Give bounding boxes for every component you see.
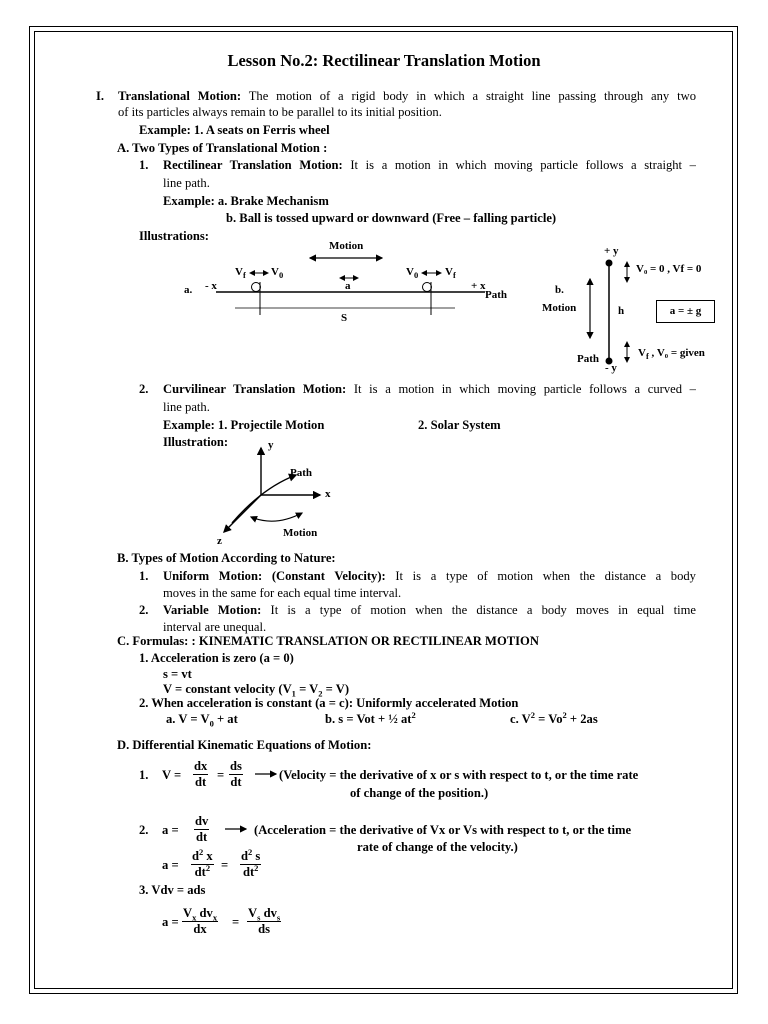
- eq3: 3. Vdv = ads: [139, 883, 206, 897]
- formula-a-sub: 0: [209, 718, 214, 729]
- section-c-cv-c: = V): [322, 682, 350, 696]
- formula-b-sup: 2: [411, 709, 416, 720]
- eq2-frac-den: dt: [196, 830, 208, 844]
- section-a-item2-line1: [163, 381, 696, 397]
- formula-a-main: a. V = V: [166, 712, 210, 726]
- formula-c-sup1: 2: [530, 709, 536, 720]
- eq1-num: 1.: [139, 768, 149, 782]
- diagram-b-h-label: h: [618, 305, 625, 317]
- section-a-item1-heading: Rectilinear Translation Motion:: [163, 158, 343, 172]
- section-a-item1-text: It is a motion in which moving particle follows a straight –: [342, 158, 696, 172]
- section-i-text: The motion of a rigid body in which a straight line passing through any two: [241, 89, 696, 103]
- eq3b-frac2-num: $V_s$ $dv_s$: [248, 906, 281, 923]
- diagram-b-bottom-condition: [638, 347, 705, 362]
- eq2-lhs: a =: [162, 823, 179, 837]
- eq2b-lhs: a =: [162, 858, 179, 872]
- diagram-a-vf-right-sub: f: [452, 270, 456, 281]
- formula-c-sup2: 2: [562, 709, 567, 720]
- section-a-example-b: b. Ball is tossed upward or downward (Free – falling particle): [226, 211, 557, 225]
- diagram-a-letter: a.: [184, 284, 193, 296]
- section-b-item1-num: 1.: [139, 569, 149, 583]
- eq1-desc1: (Velocity = the derivative of x or s with respect to t, or the time rate: [279, 768, 639, 782]
- diagram-a-vf-left-sub: f: [242, 270, 246, 281]
- diagram-b-pos-y: + y: [604, 245, 619, 257]
- eq1-frac-ds-dt: [229, 759, 243, 790]
- diagram-a-path-label: Path: [485, 289, 507, 301]
- diagram-c-y-axis: y: [268, 439, 274, 451]
- section-b-item2-text: It is a type of motion when the distance a body moves in equal time: [261, 603, 696, 617]
- eq2b-frac2-num: $d^2$ s: [241, 846, 261, 863]
- diagram-a-v0-right: [406, 266, 419, 281]
- section-a-illustrations-label: Illustrations:: [139, 229, 209, 243]
- diagram-c-x-axis: x: [325, 488, 331, 500]
- eq2b-frac2-den: $dt^2$: [242, 862, 259, 879]
- section-a-heading: A. Two Types of Translational Motion :: [117, 141, 328, 155]
- diagram-a-v0-left-v: V: [271, 266, 279, 278]
- eq1-frac2-num: ds: [230, 759, 242, 773]
- section-b-item1-line2: moves in the same for each equal time interval.: [163, 586, 402, 600]
- formula-b-main: b. s = Vot + ½ at: [325, 712, 412, 726]
- formula-c-mid: = Vo: [535, 712, 563, 726]
- section-a-item2-text: It is a motion in which moving particle follows a curved –: [346, 382, 696, 396]
- section-i-example: Example: 1. A seats on Ferris wheel: [139, 123, 330, 137]
- diagram-b-motion-label: Motion: [542, 302, 577, 314]
- section-c-formula-b: [325, 711, 416, 727]
- eq3b-frac1-num: $V_x$ $dv_x$: [183, 906, 218, 923]
- diagram-b-path-label: Path: [577, 353, 599, 365]
- eq3b-lhs: a =: [162, 915, 179, 929]
- eq2-frac-dv-dt: [194, 814, 209, 845]
- section-a-item2-line2: line path.: [163, 400, 210, 414]
- eq3b-frac1-den: dx: [193, 922, 207, 936]
- diagram-b-bottom-sub: f: [645, 351, 649, 362]
- section-b-item1-line1: [163, 568, 696, 584]
- diagram-b-letter: b.: [555, 284, 564, 296]
- diagram-a-accel-label: a: [345, 280, 351, 292]
- section-a-item2-heading: Curvilinear Translation Motion:: [163, 382, 347, 396]
- section-c-cv-sub2: 2: [318, 688, 323, 699]
- section-i-numeral: I.: [96, 89, 105, 103]
- eq2b-equals: =: [221, 858, 229, 872]
- diagram-c-path-label: Path: [290, 467, 312, 479]
- eq2b-frac1-num: $d^2$ x: [192, 846, 213, 863]
- diagram-a-vf-right-v: V: [445, 266, 453, 278]
- diagram-b-top-condition: V₀ = 0 , Vf = 0: [636, 263, 702, 275]
- diagram-a-v0-left: [271, 266, 284, 281]
- section-c-s-vt: s = vt: [163, 667, 192, 681]
- diagram-c-z-axis: z: [217, 535, 222, 547]
- section-c-formula-c: [510, 711, 598, 727]
- section-c-item1: 1. Acceleration is zero (a = 0): [139, 651, 294, 665]
- eq2b-frac1-den: $dt^2$: [194, 862, 211, 879]
- section-d-heading: D. Differential Kinematic Equations of Motion:: [117, 738, 372, 752]
- eq1-desc2: of change of the position.): [350, 786, 489, 800]
- formula-c-end: + 2as: [566, 712, 598, 726]
- diagram-c-motion-label: Motion: [283, 527, 318, 539]
- eq1-frac-dx-dt: [193, 759, 208, 790]
- section-b-item1-heading: Uniform Motion: (Constant Velocity):: [163, 569, 386, 583]
- diagram-b-neg-y: - y: [605, 362, 617, 374]
- section-b-item2-heading: Variable Motion:: [163, 603, 262, 617]
- section-c-cv-b: = V: [295, 682, 319, 696]
- formula-c-main: c. V: [510, 712, 531, 726]
- section-b-item1-text: It is a type of motion when the distance a body: [385, 569, 696, 583]
- section-a-item1-num: 1.: [139, 158, 149, 172]
- section-a-item1-line2: line path.: [163, 176, 210, 190]
- section-c-item2: 2. When acceleration is constant (a = c): Uniformly accelerated Motion: [139, 696, 519, 710]
- diagram-a-vf-left-v: V: [235, 266, 243, 278]
- page-title: Lesson No.2: Rectilinear Translation Motion: [227, 51, 541, 70]
- section-b-item2-num: 2.: [139, 603, 149, 617]
- section-a-example-a: Example: a. Brake Mechanism: [163, 194, 329, 208]
- eq1-frac1-num: dx: [194, 759, 208, 773]
- formula-a-end: + at: [213, 712, 238, 726]
- diagram-a-neg-x: - x: [205, 280, 217, 292]
- diagram-a-vf-left: [235, 266, 246, 281]
- eq3b-frac-vx: [182, 906, 218, 937]
- section-b-heading: B. Types of Motion According to Nature:: [117, 551, 336, 565]
- section-b-item2-line2: interval are unequal.: [163, 620, 267, 634]
- section-a-item2-num: 2.: [139, 382, 149, 396]
- section-a-example2-1: Example: 1. Projectile Motion: [163, 418, 325, 432]
- eq2-frac-num: dv: [195, 814, 209, 828]
- diagram-a-vf-right: [445, 266, 456, 281]
- section-c-cv-a: V = constant velocity (V: [163, 682, 292, 696]
- diagram-a-motion-label: Motion: [329, 240, 364, 252]
- section-c-formula-a: [166, 711, 238, 727]
- eq3b-frac2-den: ds: [258, 922, 271, 936]
- section-i-heading: Translational Motion:: [118, 89, 242, 103]
- diagram-a-v0-right-v: V: [406, 266, 414, 278]
- diagram-a-pos-x: + x: [471, 280, 486, 292]
- section-i-line2: of its particles always remain to be parallel to its initial position.: [118, 105, 442, 119]
- section-c-cv-sub1: 1: [291, 688, 296, 699]
- section-b-item2-line1: [163, 602, 696, 618]
- eq1-frac2-den: dt: [230, 775, 242, 789]
- diagram-a-v0-right-sub: 0: [413, 270, 419, 281]
- eq3b-frac-vs: [247, 906, 281, 937]
- diagram-a-s-label: S: [341, 312, 348, 324]
- eq1-equals: =: [217, 768, 225, 782]
- section-a-example2-2: 2. Solar System: [418, 418, 501, 432]
- diagram-b-bottom-rest: , V₀ = given: [648, 347, 705, 359]
- eq2-num: 2.: [139, 823, 149, 837]
- eq1-frac1-den: dt: [195, 775, 207, 789]
- eq2-desc1: (Acceleration = the derivative of Vx or Vs with respect to t, or the time: [254, 823, 632, 837]
- eq1-lhs: V =: [162, 768, 182, 782]
- eq3b-equals: =: [232, 915, 240, 929]
- eq2-desc2: rate of change of the velocity.): [357, 840, 518, 854]
- diagram-b-accel-box: a = ± g: [656, 300, 715, 323]
- section-a-illustration-label: Illustration:: [163, 435, 229, 449]
- diagram-a-v0-left-sub: 0: [278, 270, 284, 281]
- diagram-b-bottom-v: V: [638, 347, 646, 359]
- eq2b-frac-d2s: [240, 846, 261, 880]
- section-c-heading: C. Formulas: : KINEMATIC TRANSLATION OR RECTILINEAR MOTION: [117, 634, 539, 648]
- eq2b-frac-d2x: [191, 846, 214, 880]
